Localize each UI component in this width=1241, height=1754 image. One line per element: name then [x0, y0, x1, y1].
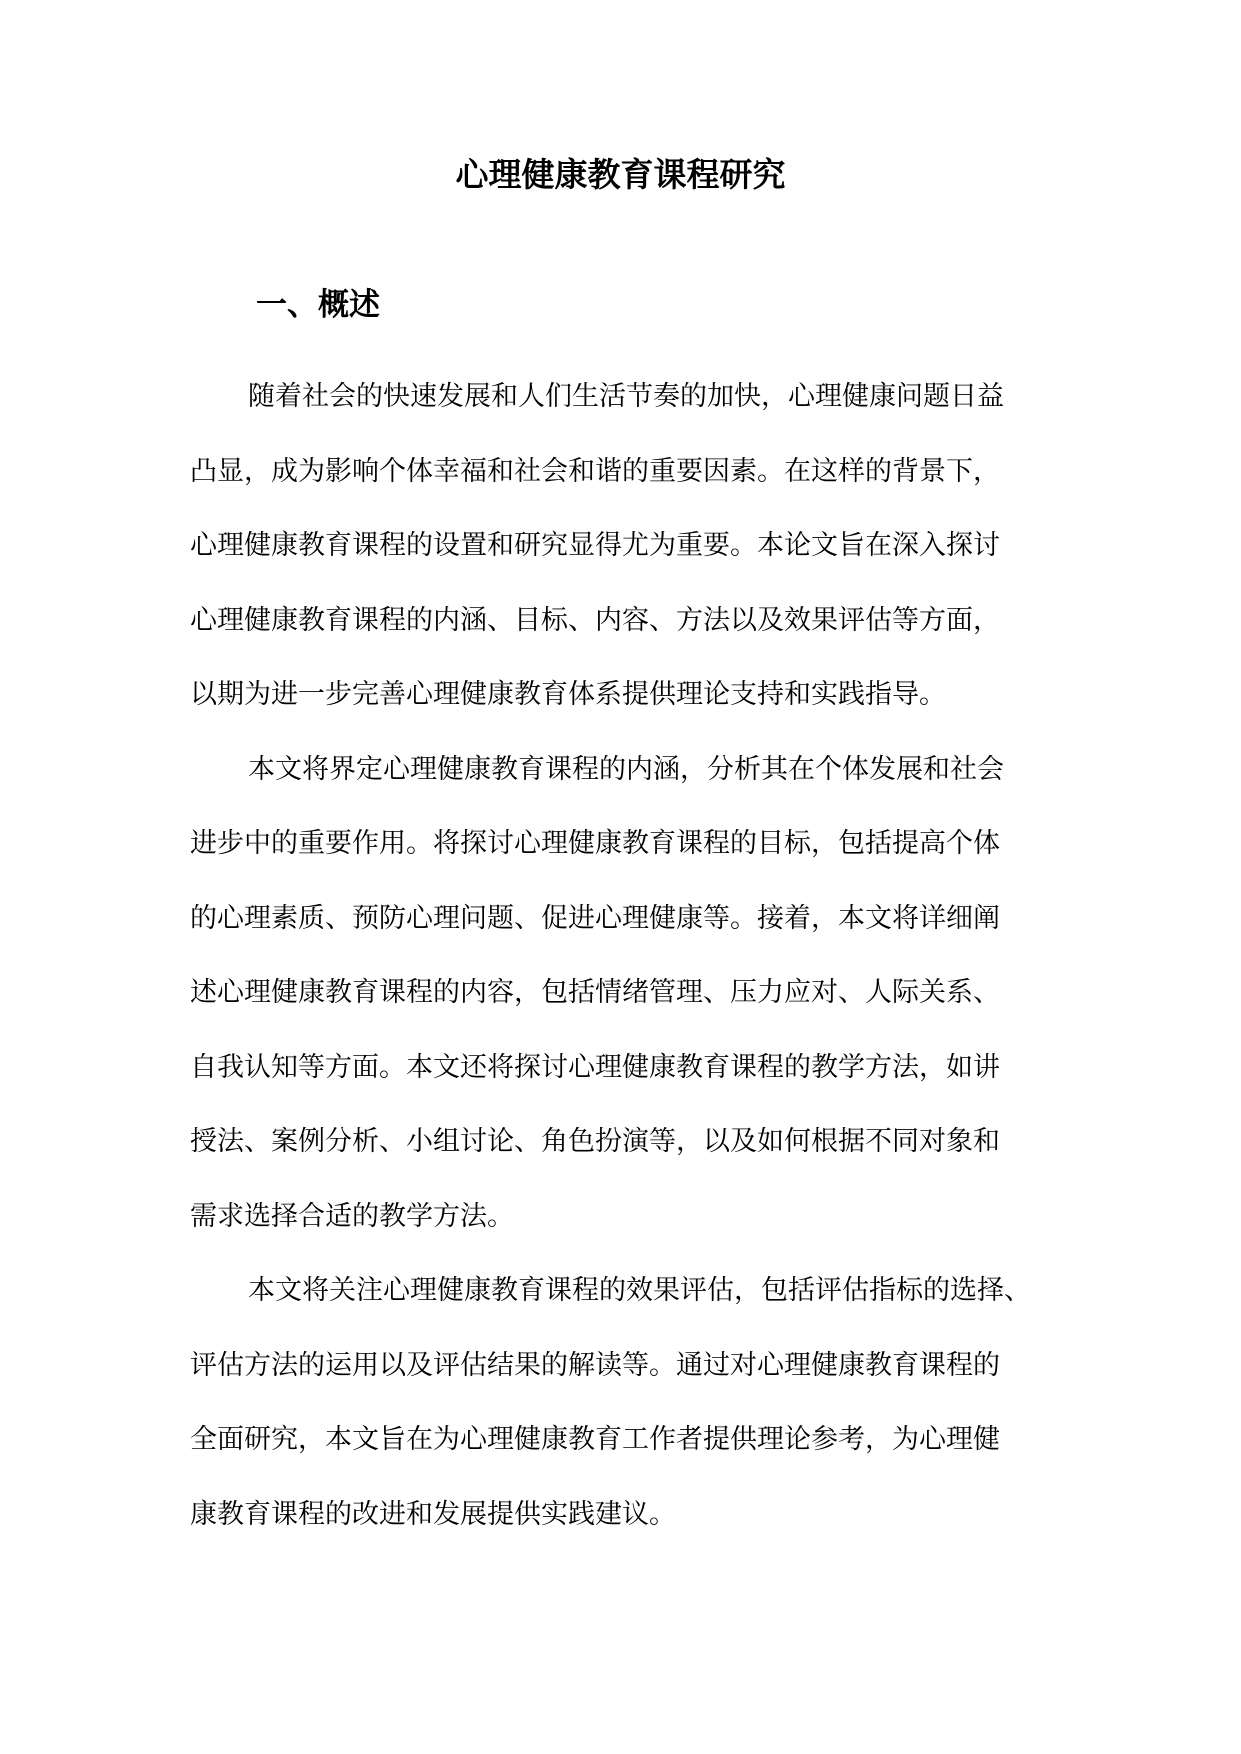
paragraph-line: 进步中的重要作用。将探讨心理健康教育课程的目标，包括提高个体 [190, 828, 1000, 859]
section-body [190, 360, 1060, 1552]
paragraph-line: 心理健康教育课程的内涵、目标、内容、方法以及效果评估等方面， [190, 604, 1000, 636]
paragraph-line: 凸显，成为影响个体幸福和社会和谐的重要因素。在这样的背景下， [190, 455, 1000, 487]
paragraph-line: 全面研究，本文旨在为心理健康教育工作者提供理论参考，为心理健 [190, 1424, 1000, 1455]
paragraph-line: 心理健康教育课程的设置和研究显得尤为重要。本论文旨在深入探讨 [190, 530, 1000, 561]
paragraph-line: 本文将界定心理健康教育课程的内涵，分析其在个体发展和社会 [248, 753, 1004, 785]
paragraph-line: 以期为进一步完善心理健康教育体系提供理论支持和实践指导。 [190, 679, 946, 710]
paragraph-2 [190, 733, 1060, 1255]
paragraph-line: 康教育课程的改进和发展提供实践建议。 [190, 1498, 676, 1530]
paragraph-line: 述心理健康教育课程的内容，包括情绪管理、压力应对、人际关系、 [190, 977, 1000, 1008]
paragraph-3 [190, 1254, 1060, 1552]
paragraph-line: 随着社会的快速发展和人们生活节奏的加快，心理健康问题日益 [248, 381, 1004, 412]
paragraph-line: 评估方法的运用以及评估结果的解读等。通过对心理健康教育课程的 [190, 1349, 1000, 1381]
paragraph-1 [190, 360, 1060, 733]
paragraph-line: 的心理素质、预防心理问题、促进心理健康等。接着，本文将详细阐 [190, 902, 1000, 934]
section-heading: 一、概述 [256, 287, 380, 323]
paragraph-line: 本文将关注心理健康教育课程的效果评估，包括评估指标的选择、 [248, 1275, 1031, 1306]
paragraph-line: 授法、案例分析、小组讨论、角色扮演等，以及如何根据不同对象和 [190, 1126, 1000, 1157]
paragraph-line: 自我认知等方面。本文还将探讨心理健康教育课程的教学方法，如讲 [190, 1051, 1000, 1083]
paragraph-line: 需求选择合适的教学方法。 [190, 1200, 514, 1232]
page-title: 心理健康教育课程研究 [455, 155, 786, 194]
